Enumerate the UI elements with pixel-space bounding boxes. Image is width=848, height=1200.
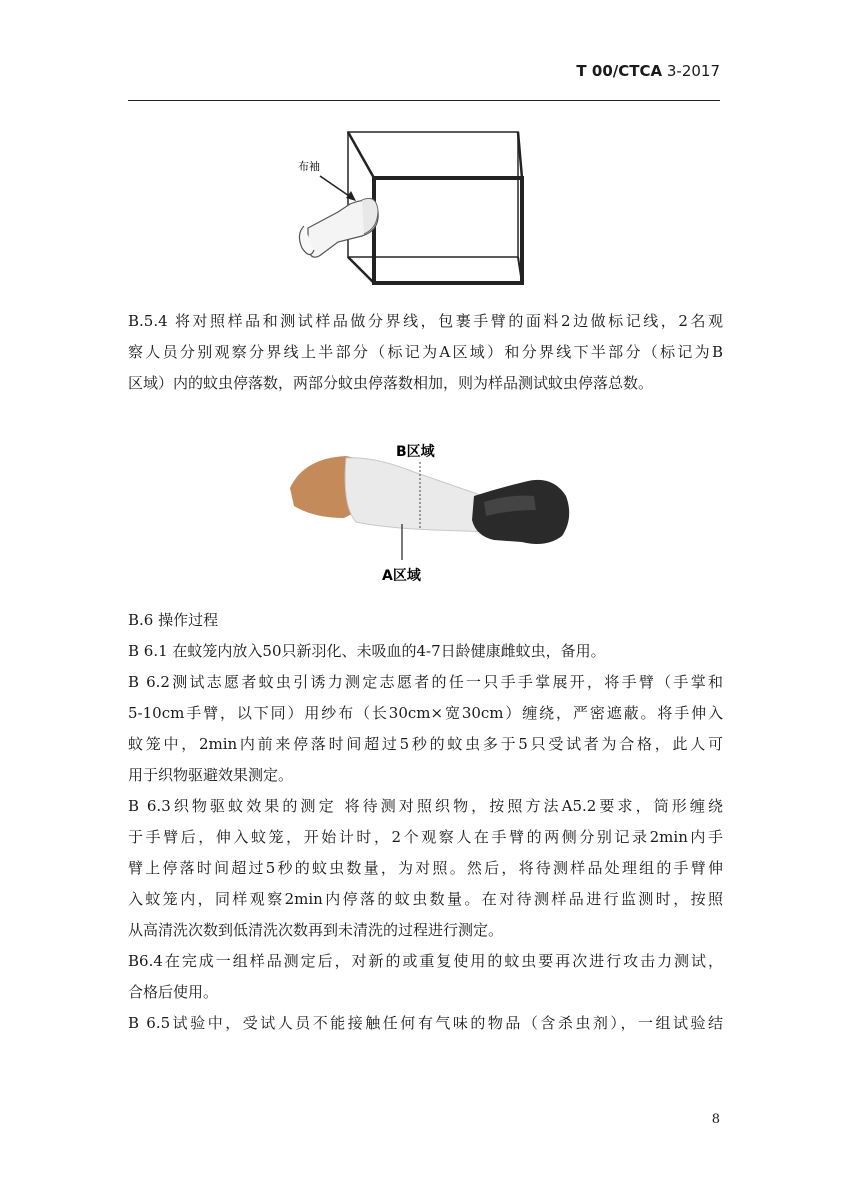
document-code-year: 3-2017 (662, 62, 720, 80)
section-b54 (128, 306, 723, 399)
b6-line: 合格后使用。 (128, 983, 219, 1001)
section-b6 (128, 605, 723, 1039)
b6-line: 臂上停落时间超过5秒的蚊虫数量，为对照。然后，将待测样品处理组的手臂伸 (128, 859, 723, 877)
area-b-label: B区域 (396, 444, 435, 460)
arm-sleeve-figure (284, 436, 574, 586)
b6-line: 于手臂后，伸入蚊笼，开始计时，2个观察人在手臂的两侧分别记录2min内手 (128, 828, 723, 846)
b54-line: 区域）内的蚊虫停落数，两部分蚊虫停落数相加，则为样品测试蚊虫停落总数。 (128, 374, 654, 392)
b6-line: B6.4在完成一组样品测定后，对新的或重复使用的蚊虫要再次进行攻击力测试， (128, 952, 723, 970)
cage-front-frame (374, 178, 522, 283)
b6-line: 用于织物驱避效果测定。 (128, 766, 294, 784)
b6-line: 5-10cm手臂，以下同）用纱布（长30cm×宽30cm）缠绕，严密遮蔽。将手伸入 (128, 704, 723, 722)
document-code (576, 62, 720, 80)
b6-line: B 6.1 在蚊笼内放入50只新羽化、未吸血的4-7日龄健康雌蚊虫，备用。 (128, 642, 606, 660)
b6-line: B 6.5试验中，受试人员不能接触任何有气味的物品（含杀虫剂），一组试验结 (128, 1014, 723, 1032)
area-a-label: A区域 (382, 568, 421, 584)
cage-edge (348, 132, 374, 178)
b6-line: 入蚊笼内，同样观察2min内停落的蚊虫数量。在对待测样品进行监测时，按照 (128, 890, 723, 908)
header-rule (128, 100, 720, 101)
cage-edge (348, 257, 374, 283)
page-number: 8 (711, 1112, 720, 1127)
b54-line: B.5.4 将对照样品和测试样品做分界线，包裹手臂的面料2边做标记线，2名观 (128, 312, 723, 330)
b6-line: 蚊笼中，2min内前来停落时间超过5秒的蚊虫多于5只受试者为合格，此人可 (128, 735, 723, 753)
document-code-bold: T 00/CTCA (576, 62, 663, 80)
section-heading: B.6 操作过程 (128, 611, 219, 629)
b6-line: B 6.2测试志愿者蚊虫引诱力测定志愿者的任一只手手掌展开，将手臂（手掌和 (128, 673, 723, 691)
sleeve-label: 布袖 (298, 160, 320, 173)
b6-line: B 6.3织物驱蚊效果的测定 将待测对照织物，按照方法A5.2要求，筒形缠绕 (128, 797, 723, 815)
b6-line: 从高清洗次数到低清洗次数再到未清洗的过程进行测定。 (128, 921, 504, 939)
b54-line: 察人员分别观察分界线上半部分（标记为A区域）和分界线下半部分（标记为B (128, 343, 723, 361)
mosquito-cage-figure (278, 120, 540, 290)
